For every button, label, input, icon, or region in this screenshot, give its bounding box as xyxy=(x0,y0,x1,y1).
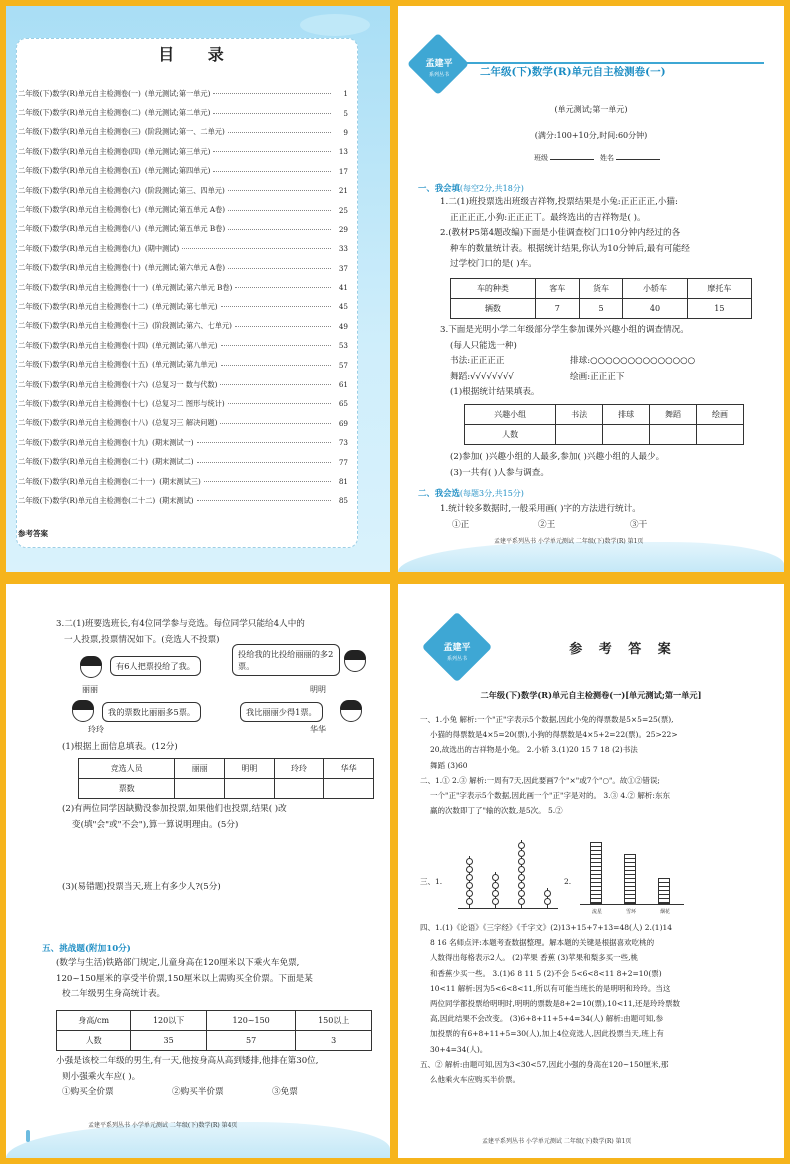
bead xyxy=(518,882,525,889)
toc-row-note: (期末测试二) xyxy=(152,457,194,467)
toc-row-dots xyxy=(220,384,331,385)
bar-label: 雪环 xyxy=(625,909,636,915)
toc-row-page: 25 xyxy=(338,205,348,215)
bead xyxy=(518,890,525,897)
toc-row-note: (单元测试;第三单元) xyxy=(144,146,211,156)
table-cell xyxy=(650,425,697,445)
table-cell: 舞蹈 xyxy=(650,405,697,425)
toc-row-dots xyxy=(235,326,331,327)
table-cell: 书法 xyxy=(556,405,603,425)
table-row xyxy=(57,1011,372,1031)
toc-row[interactable] xyxy=(18,317,348,336)
table-cell: 绘画 xyxy=(697,405,744,425)
toc-row-title: 二年级(下)数学(R)单元自主检测卷(五) xyxy=(18,166,141,176)
toc-row-note: (阶段测试;第一、二单元) xyxy=(144,127,225,137)
toc-row-page: 5 xyxy=(343,108,348,118)
toc-row-note: (总复习三 解决问题) xyxy=(152,418,218,428)
toc-row[interactable] xyxy=(18,142,348,161)
toc-row-note: (单元测试;第二单元) xyxy=(144,108,211,118)
toc-row-title: 二年级(下)数学(R)单元自主检测卷(二) xyxy=(18,108,141,118)
toc-list xyxy=(18,84,348,511)
table-cell: 明明 xyxy=(225,759,275,779)
toc-row-page: 29 xyxy=(338,224,348,234)
toc-row-title: 二年级(下)数学(R)单元自主检测卷(四) xyxy=(18,146,141,156)
section-1-heading: 一、我会填(每空2分,共18分) xyxy=(418,183,524,193)
toc-row-title: 二年级(下)数学(R)单元自主检测卷(八) xyxy=(18,224,141,234)
child-avatar-icon xyxy=(80,656,102,678)
table-cell: 华华 xyxy=(324,759,374,779)
table-cell: 票数 xyxy=(79,779,175,799)
toc-row-note: (期中测试) xyxy=(144,243,180,253)
bead xyxy=(466,882,473,889)
toc-row-page: 69 xyxy=(338,418,348,428)
table-cell: 车的种类 xyxy=(451,279,536,299)
toc-row-page: 13 xyxy=(338,147,348,157)
toc-row-dots xyxy=(213,113,331,114)
table-cell: 小轿车 xyxy=(623,279,687,299)
bar-label: 流星 xyxy=(591,909,602,915)
bead xyxy=(518,842,525,849)
answers-part-4-5: 四、1.(1)《论语》《三字经》《千字文》(2)13+15+7+13=48(人) 2.(1)14 8 16 名师点评:本题考查数据整理。解本题的关键是根据喜欢吃桃的 人数得出每格表示2人。 (2)苹果 香蕉 (3)苹果和梨多买一些,桃 和香蕉少买一些。 3.(1)6 8 11 5 (2)不会 5<6<8<11 8+2=10(票) 10<11 解析:因为5<6<8<11,所以有可能当班长的是明明和玲玲。当这 两位同学都投票给明明时,明明的票数是8+2=10(票),10<11,还是玲玲票数 高,因此结果不会改变。 (3)6+8+11+5+4=34(人) 解析:由题可知,参 加投票的有6+8+11+5=30(人),加上4位竞选人,因此投票当天,班上有 30+4=34(人)。 五、② 解析:由题可知,因为3<30<57,因此小强的身高在120~150厘米,那 么他乘火车应购买半价票。 xyxy=(420,923,681,1085)
toc-row-dots xyxy=(221,306,331,307)
toc-title: 目 录 xyxy=(158,45,238,64)
vehicle-table xyxy=(450,278,752,319)
table-cell: 7 xyxy=(535,299,579,319)
toc-row-title: 二年级(下)数学(R)单元自主检测卷(十六) xyxy=(18,379,149,389)
table-cell: 身高/cm xyxy=(57,1011,131,1031)
vote-table xyxy=(78,758,374,799)
toc-row-page: 73 xyxy=(338,438,348,448)
toc-row-page: 21 xyxy=(338,186,348,196)
answer-3-label: 三、1. xyxy=(420,877,443,886)
toc-row[interactable] xyxy=(18,375,348,394)
toc-row-title: 二年级(下)数学(R)单元自主检测卷(十) xyxy=(18,263,141,273)
table-cell: 人数 xyxy=(57,1031,131,1051)
badge-text: 孟建平 系列丛书 xyxy=(425,59,453,78)
child-avatar-icon xyxy=(72,700,94,722)
bar-axis xyxy=(580,904,684,905)
toc-row-note: (单元测试;第一单元) xyxy=(144,88,211,98)
table-cell: 玲玲 xyxy=(274,759,324,779)
table-cell: 摩托车 xyxy=(687,279,751,299)
table-cell: 120~150 xyxy=(206,1011,296,1031)
part-3: (3)(易错题)投票当天,班上有多少人?(5分) xyxy=(62,882,221,892)
toc-row[interactable] xyxy=(18,220,348,239)
table-cell xyxy=(697,425,744,445)
toc-row-dots xyxy=(182,248,331,249)
answers-subtitle: 二年级(下)数学(R)单元自主检测卷(一)[单元测试;第一单元] xyxy=(480,690,702,700)
challenge-question-end: 小强是该校二年级的男生,有一天,他按身高从高到矮排,他排在第30位, 则小强乘火车应( )。 ①购买全价票 ②购买半价票 ③免票 xyxy=(56,1056,319,1097)
table-cell: 3 xyxy=(296,1031,372,1051)
table-row xyxy=(451,279,752,299)
badge-text: 孟建平 系列丛书 xyxy=(443,643,471,662)
answer-3-label-2: 2. xyxy=(564,877,572,886)
speech-bubble-mingming: 投给我的比投给丽丽的多2票。 xyxy=(232,644,340,676)
table-cell: 120以下 xyxy=(131,1011,207,1031)
toc-row-title: 二年级(下)数学(R)单元自主检测卷(六) xyxy=(18,185,141,195)
page-title: 二年级(下)数学(R)单元自主检测卷(一) xyxy=(480,66,666,78)
toc-row[interactable] xyxy=(18,491,348,510)
page-footer: 孟建平系列丛书 小学单元测试 二年级(下)数学(R) 第1页 xyxy=(482,1138,632,1145)
toc-row-title: 二年级(下)数学(R)单元自主检测卷(十一) xyxy=(18,282,149,292)
height-table xyxy=(56,1010,372,1051)
toc-page xyxy=(6,6,390,572)
toc-row-title: 二年级(下)数学(R)单元自主检测卷(十八) xyxy=(18,418,149,428)
toc-row-note: (单元测试;第四单元) xyxy=(144,166,211,176)
toc-row[interactable] xyxy=(18,414,348,433)
toc-row[interactable] xyxy=(18,394,348,413)
name-lili: 丽丽 xyxy=(82,685,98,694)
bead xyxy=(466,874,473,881)
toc-row-note: (阶段测试;第三、四单元) xyxy=(144,185,225,195)
subtitle: (单元测试;第一单元) xyxy=(554,105,628,114)
challenge-question: (数学与生活)铁路部门规定,儿童身高在120厘米以下乘火车免票, 120~150厘米的享受半价票,150厘米以上需购买全价票。下面是某 校二年级男生身高统计表。 xyxy=(56,958,313,999)
bead xyxy=(466,898,473,905)
toc-row[interactable] xyxy=(18,181,348,200)
toc-row-note: (单元测试;第九单元) xyxy=(152,360,218,370)
toc-row-dots xyxy=(221,345,331,346)
table-cell xyxy=(324,779,374,799)
toc-row[interactable] xyxy=(18,239,348,258)
toc-row-title: 二年级(下)数学(R)单元自主检测卷(二十) xyxy=(18,457,149,467)
bar-chart xyxy=(576,836,696,918)
toc-row-dots xyxy=(213,151,331,152)
page-title: 参 考 答 案 xyxy=(569,642,677,657)
toc-row-dots xyxy=(204,481,331,482)
toc-row-dots xyxy=(221,365,331,366)
table-cell: 丽丽 xyxy=(175,759,225,779)
table-cell: 兴趣小组 xyxy=(465,405,556,425)
table-cell: 排球 xyxy=(603,405,650,425)
toc-row-note: (阶段测试;第六、七单元) xyxy=(152,321,232,331)
table-cell: 57 xyxy=(206,1031,296,1051)
answers-page xyxy=(398,584,784,1158)
answers-part-1-2: 一、1.小兔 解析:一个"正"字表示5个数据,因此小兔的得票数是5×5=25(票), 小猫的得票数是4×5=20(票),小狗的得票数是4×5+2=22(票)。25>22> 20,故选出的吉祥物是小兔。 2.小轿 3.(1)20 15 7 18 (2)书法 舞蹈 (3)60 二、1.① 2.③ 解析:一周有7天,因此要画7个"×"或7个"○"。故①②错误; 一个"正"字表示5个数据,因此画一个"正"字是对的。 3.③ 4.② 解析:东东 赢的次数即丁了"输的次数,是5次。 5.② xyxy=(420,715,678,816)
toc-row-note: (单元测试;第五单元 A卷) xyxy=(144,205,226,215)
bead xyxy=(492,882,499,889)
bead xyxy=(518,866,525,873)
toc-row-note: (单元测试;第七单元) xyxy=(152,301,218,311)
toc-row-dots xyxy=(235,287,331,288)
table-row xyxy=(79,779,374,799)
decoration xyxy=(398,542,784,572)
table-cell: 5 xyxy=(579,299,623,319)
page-footer: 孟建平系列丛书 小学单元测试 二年级(下)数学(R) 第1页 xyxy=(494,538,644,545)
score-time: (满分:100+10分,时间:60分钟) xyxy=(534,131,648,140)
table-row xyxy=(57,1031,372,1051)
bead-baseline xyxy=(458,908,558,909)
toc-row-note: (总复习一 数与代数) xyxy=(152,379,218,389)
speech-bubble-lingling: 我的票数比丽丽多5票。 xyxy=(102,702,201,722)
class-field[interactable] xyxy=(550,152,594,160)
toc-row-title: 二年级(下)数学(R)单元自主检测卷(一) xyxy=(18,88,141,98)
toc-row-dots xyxy=(197,442,331,443)
toc-row[interactable] xyxy=(18,336,348,355)
table-cell: 客车 xyxy=(535,279,579,299)
class-name-line: 班级 姓名 xyxy=(534,152,666,163)
name-huahua: 华华 xyxy=(310,725,326,734)
toc-row-page: 17 xyxy=(338,166,348,176)
toc-row-dots xyxy=(197,500,331,501)
toc-row[interactable] xyxy=(18,162,348,181)
table-cell xyxy=(225,779,275,799)
question-1: 1.二(1)班投票选出班级吉祥物,投票结果是小兔:正正正正,小猫: 正正正正,小狗:正正正丅。最终选出的吉祥物是( )。 2.(教材P5第4题改编)下面是小佳调查校门口10分钟内经过的各 种车的数量统计表。根据统计结果,你认为10分钟后,最有可能经 过学校门口的是( )车。 xyxy=(440,197,690,269)
section-2-heading: 二、我会选(每题3分,共15分) xyxy=(418,488,524,498)
toc-row-note: (总复习二 图形与统计) xyxy=(152,398,225,408)
part-2: (2)有两位同学因缺勤没参加投票,如果他们也投票,结果( )改 变(填"会"或"不会"),算一算说明理由。(5分) xyxy=(62,804,287,830)
toc-row-title: 二年级(下)数学(R)单元自主检测卷(十三) xyxy=(18,321,149,331)
bead xyxy=(466,890,473,897)
toc-row-page: 45 xyxy=(338,302,348,312)
child-avatar-icon xyxy=(344,650,366,672)
toc-row-page: 81 xyxy=(338,477,348,486)
toc-row-note: (单元测试;第五单元 B卷) xyxy=(144,224,226,234)
bar-label: 烟花 xyxy=(659,909,670,915)
toc-row-dots xyxy=(197,462,331,463)
part-1: (1)根据上面信息填表。(12分) xyxy=(62,742,178,752)
bead xyxy=(544,890,551,897)
table-row xyxy=(451,299,752,319)
toc-row[interactable] xyxy=(18,278,348,297)
toc-row[interactable] xyxy=(18,123,348,142)
toc-row[interactable] xyxy=(18,433,348,452)
toc-row[interactable] xyxy=(18,355,348,374)
toc-row-dots xyxy=(213,171,331,172)
bead xyxy=(492,898,499,905)
name-mingming: 明明 xyxy=(310,685,326,694)
table-cell xyxy=(175,779,225,799)
test-page-4 xyxy=(6,584,390,1158)
toc-row-page: 61 xyxy=(338,380,348,390)
table-cell: 40 xyxy=(623,299,687,319)
speech-bubble-lili: 有6人把票投给了我。 xyxy=(110,656,201,676)
toc-row[interactable] xyxy=(18,103,348,122)
toc-row[interactable] xyxy=(18,84,348,103)
speech-bubble-huahua: 我比丽丽少得1票。 xyxy=(240,702,323,722)
toc-row-dots xyxy=(220,423,331,424)
toc-reference-answers[interactable]: 参考答案 xyxy=(18,529,48,538)
toc-row-title: 二年级(下)数学(R)单元自主检测卷(二十一) xyxy=(18,476,156,486)
bead xyxy=(518,874,525,881)
question-3: 3.下面是光明小学二年级部分学生参加课外兴趣小组的调查情况。 (每人只能选一种) 书法:正正正正 排球:○○○○○○○○○○○○○○ 舞蹈:√√√√√√√√ 绘画:正正正下 (1)根据统计结果填表。 xyxy=(440,325,696,397)
toc-row-page: 77 xyxy=(338,457,348,467)
toc-row-title: 二年级(下)数学(R)单元自主检测卷(二十二) xyxy=(18,495,156,505)
interest-table xyxy=(464,404,744,445)
toc-row-dots xyxy=(213,93,331,94)
toc-row-title: 二年级(下)数学(R)单元自主检测卷(三) xyxy=(18,127,141,137)
toc-row-page: 37 xyxy=(338,263,348,273)
cactus-icon xyxy=(26,1130,30,1142)
toc-row-note: (期末测试三) xyxy=(159,476,201,486)
bead xyxy=(544,898,551,905)
toc-row-note: (单元测试;第六单元 A卷) xyxy=(144,263,226,273)
name-field[interactable] xyxy=(616,152,660,160)
question-3: 3.二(1)班要选班长,有4位同学参与竞选。每位同学只能给4人中的 一人投票,投票情况如下。(竞选人不投票) xyxy=(56,619,305,645)
toc-row[interactable] xyxy=(18,297,348,316)
toc-row-title: 二年级(下)数学(R)单元自主检测卷(十七) xyxy=(18,398,149,408)
toc-row[interactable] xyxy=(18,472,348,491)
toc-row[interactable] xyxy=(18,200,348,219)
bar xyxy=(624,854,636,904)
question-3-parts: (2)参加( )兴趣小组的人最多,参加( )兴趣小组的人最少。 (3)一共有( )人参与调查。 xyxy=(450,452,665,478)
bead xyxy=(466,858,473,865)
toc-row-note: (单元测试;第六单元 B卷) xyxy=(152,282,233,292)
table-cell: 人数 xyxy=(465,425,556,445)
bar xyxy=(590,842,602,904)
choice-question-1: 1.统计较多数据时,一般采用画( )字的方法进行统计。 ①正 ②王 ③干 xyxy=(440,504,648,530)
table-row xyxy=(79,759,374,779)
toc-row-title: 二年级(下)数学(R)单元自主检测卷(七) xyxy=(18,205,141,215)
bar xyxy=(658,878,670,904)
toc-row-page: 65 xyxy=(338,399,348,409)
bead xyxy=(492,874,499,881)
toc-row-title: 二年级(下)数学(R)单元自主检测卷(九) xyxy=(18,243,141,253)
bead xyxy=(466,866,473,873)
toc-row-dots xyxy=(228,268,331,269)
table-cell xyxy=(274,779,324,799)
table-cell: 辆数 xyxy=(451,299,536,319)
page-footer: 孟建平系列丛书 小学单元测试 二年级(下)数学(R) 第4页 xyxy=(88,1122,238,1129)
test1-page xyxy=(398,6,784,572)
table-cell: 35 xyxy=(131,1031,207,1051)
toc-row-page: 53 xyxy=(338,341,348,351)
toc-row-page: 57 xyxy=(338,360,348,370)
table-cell: 150以上 xyxy=(296,1011,372,1031)
table-cell: 竞选人员 xyxy=(79,759,175,779)
bead xyxy=(518,850,525,857)
toc-row-page: 41 xyxy=(338,283,348,293)
section-5-heading: 五、挑战题(附加10分) xyxy=(42,944,131,954)
toc-row-title: 二年级(下)数学(R)单元自主检测卷(十九) xyxy=(18,437,149,447)
bead xyxy=(518,858,525,865)
toc-row-note: (期末测试一) xyxy=(152,437,194,447)
toc-row-note: (单元测试;第八单元) xyxy=(152,340,218,350)
bead-chart xyxy=(452,834,562,918)
table-cell xyxy=(603,425,650,445)
toc-row-title: 二年级(下)数学(R)单元自主检测卷(十四) xyxy=(18,340,149,350)
toc-row-dots xyxy=(228,229,331,230)
toc-row-page: 1 xyxy=(343,89,348,99)
child-avatar-icon xyxy=(340,700,362,722)
table-row xyxy=(465,425,744,445)
toc-row-dots xyxy=(228,190,331,191)
toc-row-dots xyxy=(228,403,331,404)
bead xyxy=(518,898,525,905)
toc-row-title: 二年级(下)数学(R)单元自主检测卷(十二) xyxy=(18,301,149,311)
decoration xyxy=(300,14,370,36)
table-row xyxy=(465,405,744,425)
toc-row-page: 49 xyxy=(338,321,348,331)
table-cell xyxy=(556,425,603,445)
toc-row-note: (期末测试) xyxy=(159,495,194,505)
toc-row-title: 二年级(下)数学(R)单元自主检测卷(十五) xyxy=(18,360,149,370)
toc-row-page: 9 xyxy=(343,127,348,137)
table-cell: 15 xyxy=(687,299,751,319)
toc-row-page: 85 xyxy=(338,496,348,506)
toc-row-dots xyxy=(228,210,331,211)
table-cell: 货车 xyxy=(579,279,623,299)
bead xyxy=(492,890,499,897)
toc-row[interactable] xyxy=(18,452,348,471)
name-lingling: 玲玲 xyxy=(88,725,104,734)
toc-row-page: 33 xyxy=(338,244,348,254)
toc-row[interactable] xyxy=(18,259,348,278)
toc-row-dots xyxy=(228,132,331,133)
